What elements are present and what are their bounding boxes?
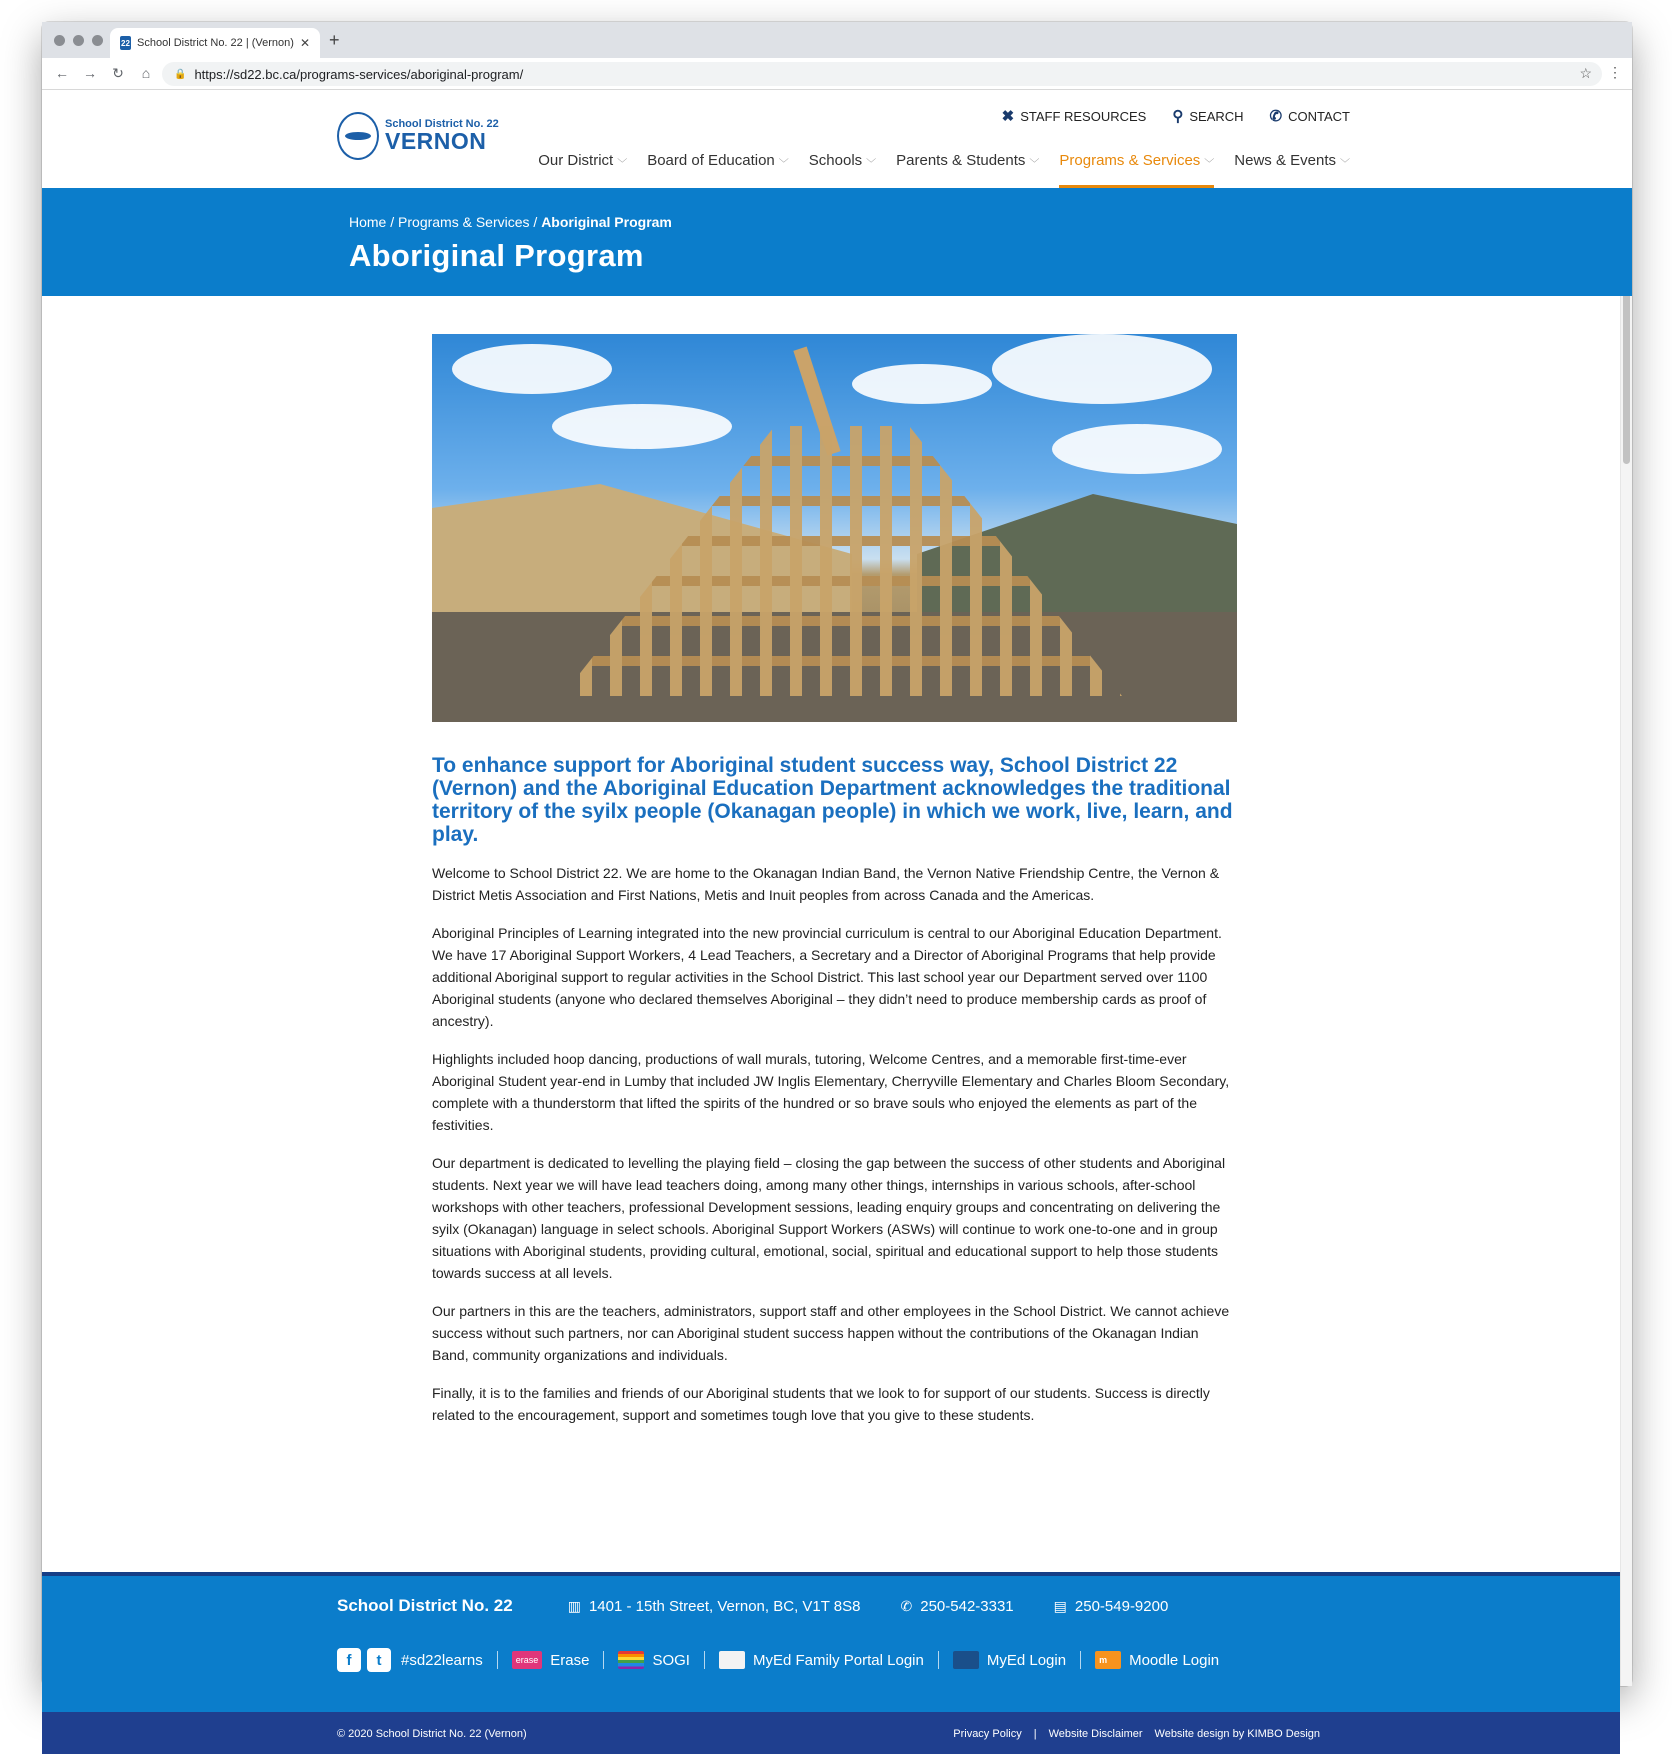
nav-label: News & Events [1234,152,1336,169]
breadcrumb [349,214,672,230]
nav-label: Programs & Services [1059,152,1201,169]
main-nav [538,152,1350,188]
contact-label: CONTACT [1288,108,1350,124]
district-seal-icon [337,112,379,160]
home-icon[interactable]: ⌂ [141,65,151,81]
close-window-button[interactable] [54,35,65,46]
page-title: Aboriginal Program [349,238,644,273]
chevron-down-icon: ﹀ [1029,159,1040,170]
browser-menu-icon[interactable]: ⋮ [1608,64,1622,80]
site-footer [42,1572,1620,1712]
footer-address[interactable] [568,1598,861,1615]
window-controls [54,35,103,46]
fax-icon: ▤ [1053,1597,1067,1614]
chevron-down-icon: ﹀ [617,159,628,170]
minimize-window-button[interactable] [73,35,84,46]
browser-tab[interactable] [110,28,320,58]
paragraph: Our department is dedicated to levelling the playing field – closing the gap between the success of other students and Aboriginal students. Next year we will have lead teachers doing, among many other things, internships in various schools, after-school workshops with other teachers, professional Development sessions, leading enquiry groups and concentrating on delivering the syilx (Okanagan) language in select schools. Aboriginal Support Workers (ASWs) will continue to work one-to-one and in group situations with Aboriginal students, providing cultural, emotional, social, spiritual and educational support to help those students towards success at all levels. [432,1155,1226,1281]
back-icon[interactable]: ← [55,65,69,81]
footer-bottom-bar [42,1712,1620,1754]
tab-title: School District No. 22 | (Vernon) [137,37,294,49]
design-credit-link[interactable]: Website design by KIMBO Design [1154,1728,1320,1740]
lock-icon: 🔒 [174,68,187,80]
bookmark-star-icon[interactable]: ☆ [1579,65,1592,81]
nav-board-of-education[interactable] [647,152,789,188]
scrollbar[interactable] [1620,90,1632,1686]
lead-heading: To enhance support for Aboriginal student success way, School District 22 (Vernon) and the Aboriginal Education Department acknowledges the traditional territory of the syilx people (Okanagan people) in which we work, live, learn, and play. [432,754,1233,846]
search-link[interactable] [1172,107,1243,125]
myed-family-label: MyEd Family Portal Login [752,1651,924,1669]
footer-phone-text: 250-542-3331 [920,1597,1014,1615]
phone-icon: ✆ [1269,108,1283,125]
moodle-login-link[interactable] [1080,1651,1233,1669]
copyright: © 2020 School District No. 22 (Vernon) [337,1728,527,1740]
phone-icon: ✆ [900,1597,913,1614]
myed-family-portal-link[interactable] [704,1651,938,1669]
privacy-policy-link[interactable]: Privacy Policy [953,1728,1022,1740]
forward-icon[interactable]: → [83,65,97,81]
erase-badge-icon: erase [512,1651,543,1669]
sogi-label: SOGI [652,1651,690,1669]
favicon-icon: 22 [120,36,131,50]
footer-fax-text: 250-549-9200 [1074,1597,1169,1615]
myed-login-link[interactable] [938,1651,1080,1669]
site-logo[interactable] [337,112,499,160]
myed-icon [953,1651,979,1669]
moodle-login-label: Moodle Login [1129,1651,1220,1669]
utility-nav [1002,107,1350,125]
url-text: https://sd22.bc.ca/programs-services/aboriginal-program/ [194,66,524,82]
tab-close-icon[interactable]: ✕ [299,36,310,50]
address-bar [42,58,1632,90]
breadcrumb-section[interactable]: Programs & Services [398,214,530,230]
hashtag-link[interactable]: #sd22learns [401,1651,483,1669]
maximize-window-button[interactable] [92,35,103,46]
nav-news-events[interactable] [1234,152,1350,188]
rainbow-flag-icon [618,1651,644,1669]
erase-label: Erase [550,1651,590,1669]
paragraph: Finally, it is to the families and friends of our Aboriginal students that we look to for support of our students. Success is directly related to the encouragement, support and sometimes tough love that you give to these students. [432,1385,1210,1423]
nav-label: Our District [538,152,614,169]
search-label: SEARCH [1189,108,1244,124]
staff-resources-link[interactable] [1002,107,1147,125]
myed-login-label: MyEd Login [986,1651,1067,1669]
breadcrumb-current: Aboriginal Program [541,214,672,230]
nav-label: Board of Education [647,152,775,169]
page-banner [42,188,1632,296]
breadcrumb-home[interactable]: Home [349,214,387,230]
tools-icon: ✖ [1001,108,1015,125]
footer-phone[interactable] [901,1598,1014,1615]
sogi-link[interactable] [603,1651,704,1669]
nav-schools[interactable] [809,152,876,188]
twitter-icon[interactable]: t [367,1648,391,1672]
chevron-down-icon: ﹀ [778,159,789,170]
moodle-icon: m [1095,1651,1121,1669]
tab-bar [42,22,1632,58]
contact-link[interactable] [1270,107,1350,125]
footer-district-name: School District No. 22 [337,1596,513,1615]
map-icon: ▥ [567,1597,581,1614]
web-page [42,90,1632,1740]
paragraph: Highlights included hoop dancing, productions of wall murals, tutoring, Welcome Centres, and a memorable first-time-ever Aboriginal Student year-end in Lumby that included JW Inglis Elementary, Cherryville Elementary and Charles Bloom Secondary, complete with a thunderstorm that lifted the spirits of the hundred or so brave souls who enjoyed the elements as part of the festivities. [432,1051,1230,1133]
url-input[interactable] [162,62,1602,86]
browser-window [42,22,1632,1740]
breadcrumb-separator: / [533,214,538,230]
search-icon: ⚲ [1172,108,1184,125]
main-content [432,334,1237,1426]
nav-parents-students[interactable] [896,152,1039,188]
breadcrumb-separator: / [390,214,395,230]
chevron-down-icon: ﹀ [1340,159,1350,170]
erase-link[interactable] [497,1651,604,1669]
hero-image [432,334,1237,722]
staff-resources-label: STAFF RESOURCES [1020,108,1147,124]
website-disclaimer-link[interactable]: Website Disclaimer [1048,1728,1143,1740]
nav-label: Schools [808,152,863,169]
logo-line2: VERNON [385,128,487,154]
reload-icon[interactable]: ↻ [112,65,124,81]
legal-separator: | [1033,1728,1037,1740]
nav-our-district[interactable] [538,152,627,188]
chevron-down-icon: ﹀ [866,159,877,170]
chevron-down-icon: ﹀ [1204,159,1215,170]
new-tab-icon[interactable]: + [329,30,340,50]
paragraph: Aboriginal Principles of Learning integrated into the new provincial curriculum is central to our Aboriginal Education Department. We have 17 Aboriginal Support Workers, 4 Lead Teachers, a Secretary and a Director of Aboriginal Programs that help provide additional Aboriginal support to regular activities in the School District. This last school year our Department served over 1100 Aboriginal students (anyone who declared themselves Aboriginal – they didn’t need to produce membership cards as proof of ancestry). [432,925,1222,1029]
facebook-icon[interactable]: f [337,1648,361,1672]
paragraph: Welcome to School District 22. We are home to the Okanagan Indian Band, the Vernon Native Friendship Centre, the Vernon & District Metis Association and First Nations, Metis and Inuit peoples from across Canada and the Americas. [432,865,1220,903]
paragraph: Our partners in this are the teachers, administrators, support staff and other employees in the School District. We cannot achieve success without such partners, nor can Aboriginal student success happen without the contributions of the Okanagan Indian Band, community organizations and individuals. [432,1303,1230,1363]
logo-line1: School District No. 22 [385,118,499,130]
nav-programs-services[interactable] [1059,152,1214,188]
footer-fax[interactable] [1054,1598,1169,1615]
footer-address-text: 1401 - 15th Street, Vernon, BC, V1T 8S8 [588,1597,861,1615]
site-header [42,90,1632,188]
nav-label: Parents & Students [896,152,1026,169]
myed-family-icon [719,1651,745,1669]
